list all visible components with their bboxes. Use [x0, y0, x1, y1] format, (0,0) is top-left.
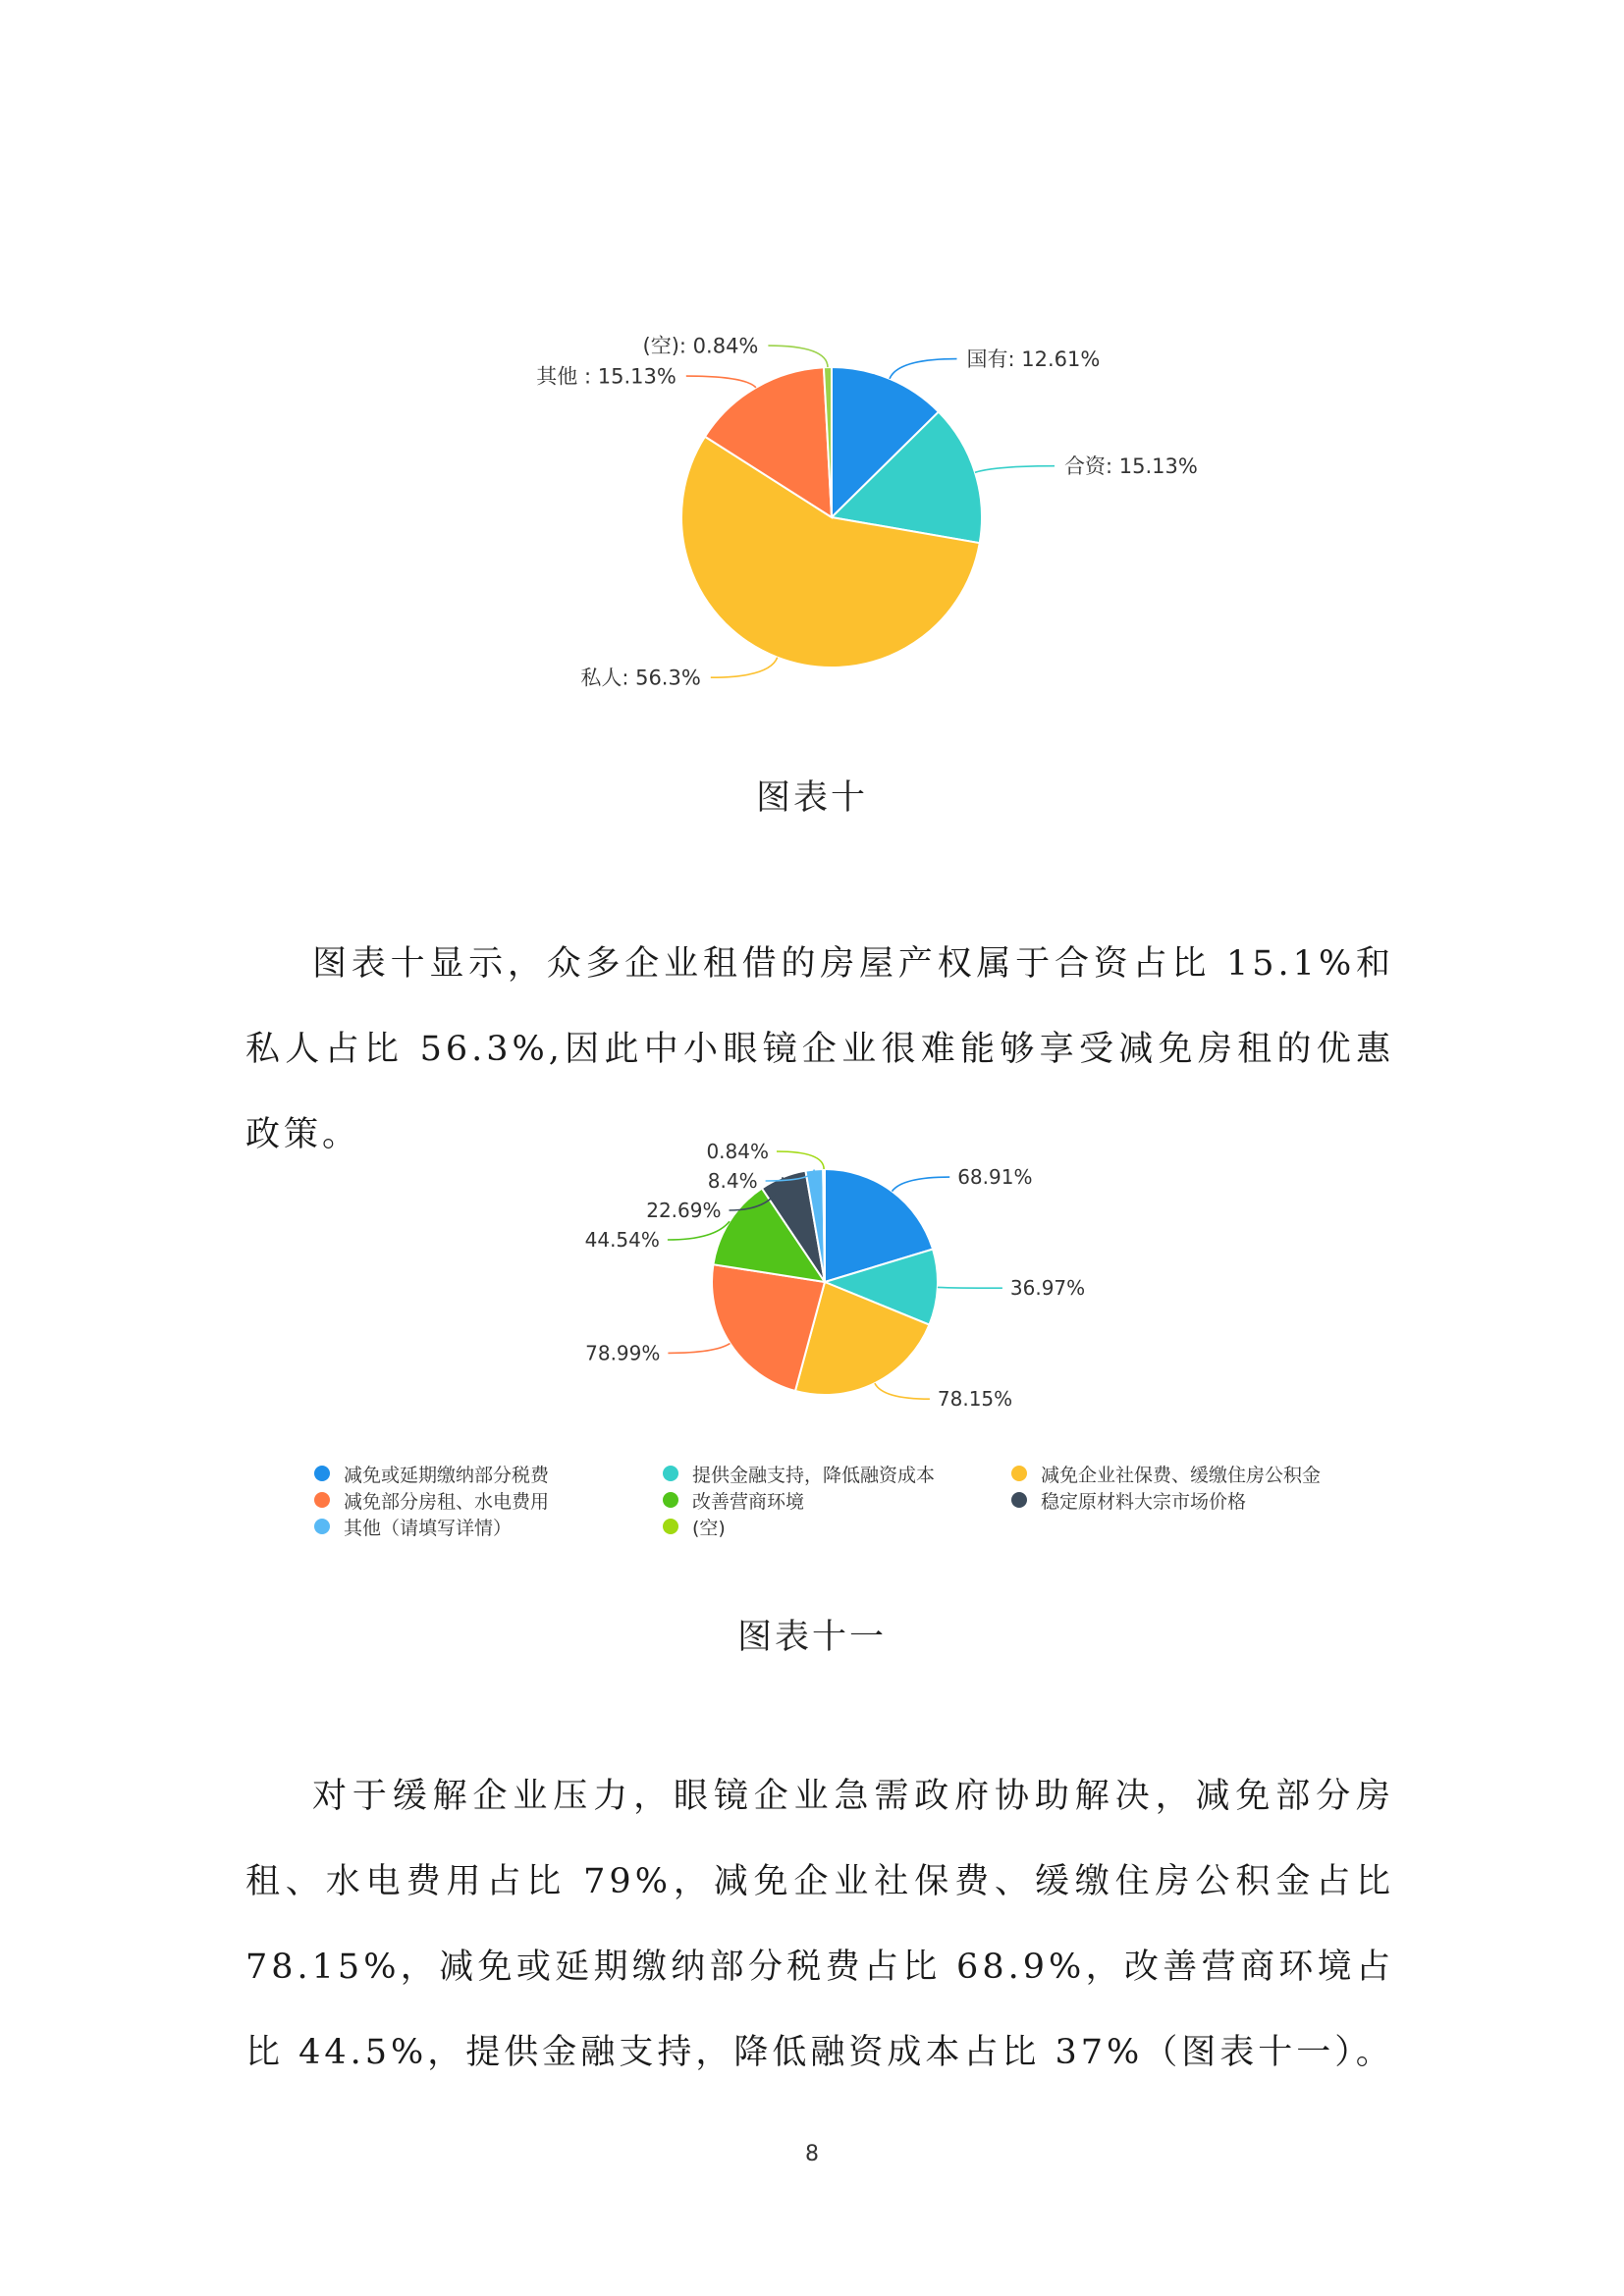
legend-item-1: [314, 1463, 663, 1484]
pie-2-data-label-3: 78.15%: [937, 1387, 1013, 1412]
pie-1-data-label-5: (空): 0.84%: [642, 334, 759, 358]
legend-swatch: [663, 1519, 678, 1534]
legend-label: 减免或延期缴纳部分税费: [344, 1464, 550, 1486]
relief-measures-legend: [314, 1463, 1345, 1537]
legend-label: 减免企业社保费、缓缴住房公积金: [1041, 1464, 1322, 1486]
pie-2-data-label-2: 36.97%: [1009, 1276, 1086, 1301]
pie-1-data-label-4: 其他 : 15.13%: [536, 364, 677, 389]
figure-10-caption: 图表十: [755, 778, 868, 818]
pie-2-data-label-8: 0.84%: [706, 1140, 769, 1163]
pie-2-leader-line-1: [893, 1177, 950, 1192]
figure-11-caption: 图表十一: [736, 1618, 887, 1657]
legend-swatch: [663, 1492, 678, 1508]
legend-item-7: [314, 1516, 663, 1537]
legend-label: 稳定原材料大宗市场价格: [1041, 1490, 1247, 1513]
pie-1-leader-line-5: [768, 346, 828, 367]
pie-2-data-label-5: 44.54%: [584, 1228, 660, 1252]
pie-2-leader-line-3: [875, 1383, 930, 1399]
legend-swatch: [314, 1492, 330, 1508]
legend-item-8: [663, 1516, 1011, 1537]
pie-2-data-label-7: 8.4%: [707, 1169, 758, 1193]
legend-item-6: [1011, 1489, 1345, 1511]
legend-item-2: [663, 1463, 1011, 1484]
pie-1-data-label-1: 国有: 12.61%: [966, 347, 1101, 371]
ownership-pie-chart: [471, 275, 1218, 736]
legend-swatch: [663, 1466, 678, 1481]
pie-2-leader-line-4: [668, 1344, 730, 1354]
legend-label: 其他（请填写详情）: [344, 1517, 513, 1539]
legend-item-4: [314, 1489, 663, 1511]
legend-swatch: [1011, 1492, 1027, 1508]
pie-1-leader-line-4: [686, 376, 756, 388]
pie-2-leader-line-8: [777, 1151, 824, 1169]
pie-1-data-label-2: 合资: 15.13%: [1064, 454, 1198, 479]
legend-swatch: [1011, 1466, 1027, 1481]
legend-swatch: [314, 1466, 330, 1481]
pie-2-leader-line-2: [938, 1287, 1002, 1288]
legend-item-3: [1011, 1463, 1345, 1484]
pie-1-leader-line-1: [890, 359, 957, 379]
legend-label: 改善营商环境: [692, 1490, 805, 1513]
legend-item-5: [663, 1489, 1011, 1511]
legend-label: 减免部分房租、水电费用: [344, 1490, 550, 1513]
pie-2-data-label-1: 68.91%: [957, 1165, 1033, 1190]
pie-1-leader-line-2: [975, 466, 1055, 473]
page-number: 8: [805, 2142, 819, 2166]
relief-measures-pie-chart: [530, 1109, 1119, 1453]
pie-1-leader-line-3: [711, 658, 778, 678]
paragraph-figure-10-summary: 图表十显示，众多企业租借的房屋产权属于合资占比 15.1%和私人占比 56.3%,因此中小眼镜企业很难能够享受减免房租的优惠政策。: [245, 944, 1394, 1154]
pie-2-data-label-6: 22.69%: [646, 1199, 722, 1222]
paragraph-figure-11-summary: 对于缓解企业压力，眼镜企业急需政府协助解决，减免部分房租、水电费用占比 79%，减免企业社保费、缓缴住房公积金占比 78.15%，减免或延期缴纳部分税费占比 68.9%，改善营商环境占比 44.5%，提供金融支持，降低融资成本占比 37%（图表十一）。: [245, 1777, 1394, 2072]
pie-2-data-label-4: 78.99%: [585, 1341, 661, 1365]
legend-swatch: [314, 1519, 330, 1534]
legend-label: (空): [692, 1517, 726, 1539]
pie-1-data-label-3: 私人: 56.3%: [580, 666, 701, 690]
legend-label: 提供金融支持，降低融资成本: [692, 1464, 936, 1486]
